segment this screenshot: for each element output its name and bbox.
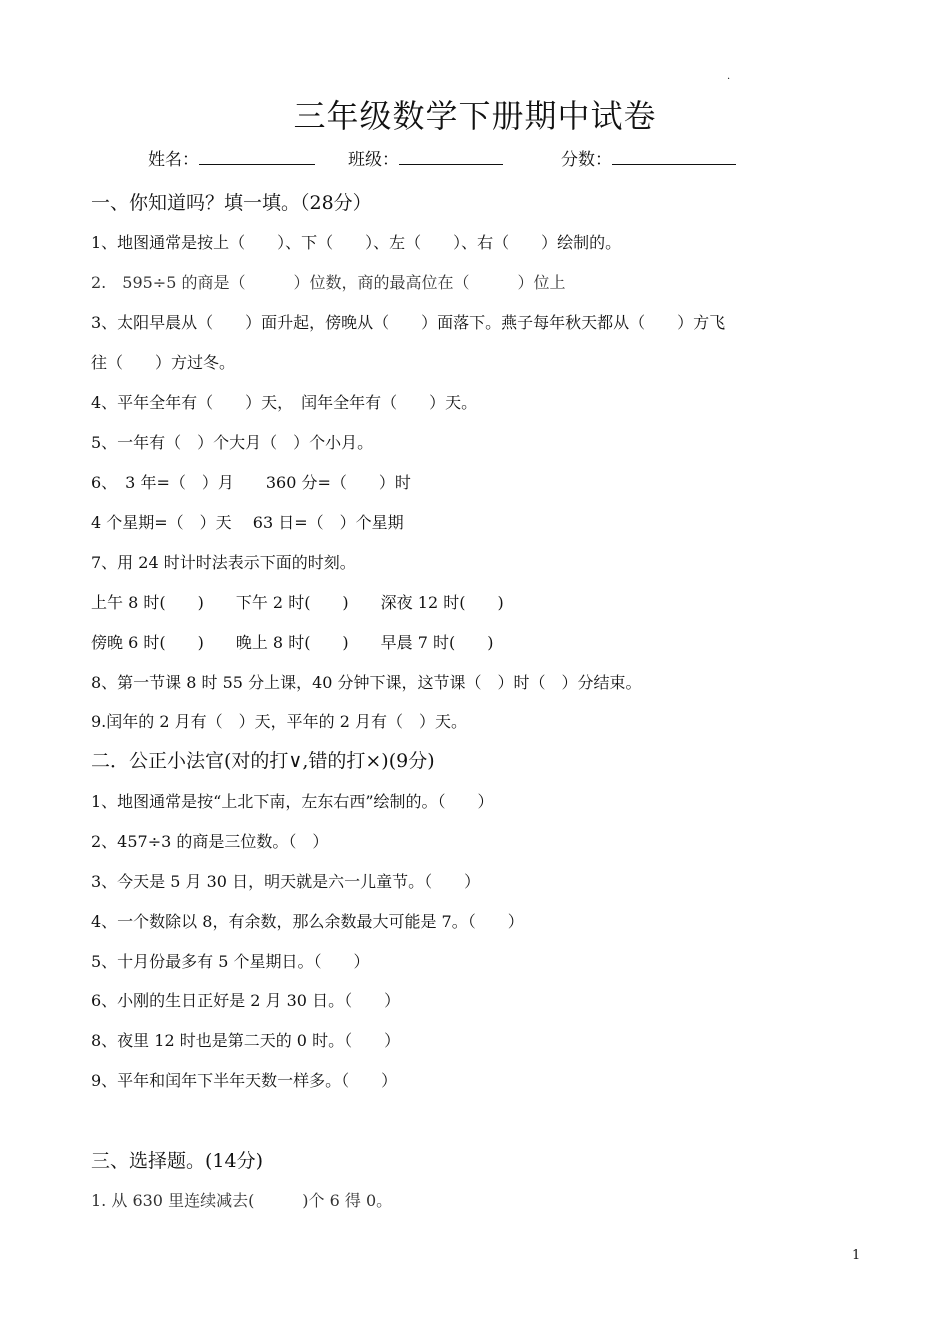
name-label: 姓名： (148, 150, 199, 170)
stray-dot: . (727, 71, 731, 82)
name-field (148, 146, 315, 172)
question-line: 6、 3 年=（ ）月 360 分=（ ）时 (91, 473, 411, 492)
section2-heading: 二．公正小法官(对的打∨,错的打×)(9分) (91, 750, 435, 772)
score-field (561, 146, 736, 172)
question-line: 6、小刚的生日正好是 2 月 30 日。（ ） (91, 991, 401, 1010)
question-line: 1、地图通常是按“上北下南，左东右西”绘制的。（ ） (91, 792, 494, 811)
question-line: 2. 595÷5 的商是（ ）位数，商的最高位在（ ）位上 (91, 273, 566, 292)
question-line: 4、一个数除以 8，有余数，那么余数最大可能是 7。（ ） (91, 912, 524, 931)
question-line: 9.闰年的 2 月有（ ）天，平年的 2 月有（ ）天。 (91, 712, 467, 731)
question-line: 1、地图通常是按上（ ）、下（ ）、左（ ）、右（ ）绘制的。 (91, 233, 622, 252)
question-line: 9、平年和闰年下半年天数一样多。（ ） (91, 1071, 398, 1090)
question-line: 傍晚 6 时( ) 晚上 8 时( ) 早晨 7 时( ) (91, 633, 494, 652)
score-blank[interactable] (612, 146, 736, 165)
question-line: 4 个星期=（ ）天 63 日=（ ）个星期 (91, 513, 404, 532)
question-line: 上午 8 时( ) 下午 2 时( ) 深夜 12 时( ) (91, 593, 504, 612)
question-line: 往（ ）方过冬。 (91, 353, 236, 372)
question-line: 7、用 24 时计时法表示下面的时刻。 (91, 553, 356, 572)
score-label: 分数： (561, 150, 612, 170)
section3-heading: 三、选择题。(14分) (91, 1150, 264, 1172)
question-line: 2、457÷3 的商是三位数。（ ） (91, 832, 329, 851)
name-blank[interactable] (199, 146, 315, 165)
page-number: 1 (852, 1248, 861, 1263)
question-line: 8、夜里 12 时也是第二天的 0 时。（ ） (91, 1031, 401, 1050)
question-line: 3、今天是 5 月 30 日，明天就是六一儿童节。（ ） (91, 872, 481, 891)
question-line: 5、十月份最多有 5 个星期日。（ ） (91, 952, 370, 971)
question-line: 4、平年全年有（ ）天， 闰年全年有（ ）天。 (91, 393, 478, 412)
question-line: 5、一年有（ ）个大月（ ）个小月。 (91, 433, 374, 452)
class-label: 班级： (348, 150, 399, 170)
class-blank[interactable] (399, 146, 503, 165)
question-line: 3、太阳早晨从（ ）面升起，傍晚从（ ）面落下。燕子每年秋天都从（ ）方飞 (91, 313, 726, 332)
class-field (348, 146, 503, 172)
question-line: 1. 从 630 里连续减去( )个 6 得 0。 (91, 1191, 393, 1210)
page-title: 三年级数学下册期中试卷 (293, 97, 657, 135)
section1-heading: 一、你知道吗？填一填。（28分） (91, 192, 372, 214)
question-line: 8、第一节课 8 时 55 分上课，40 分钟下课，这节课（ ）时（ ）分结束。 (91, 673, 642, 692)
